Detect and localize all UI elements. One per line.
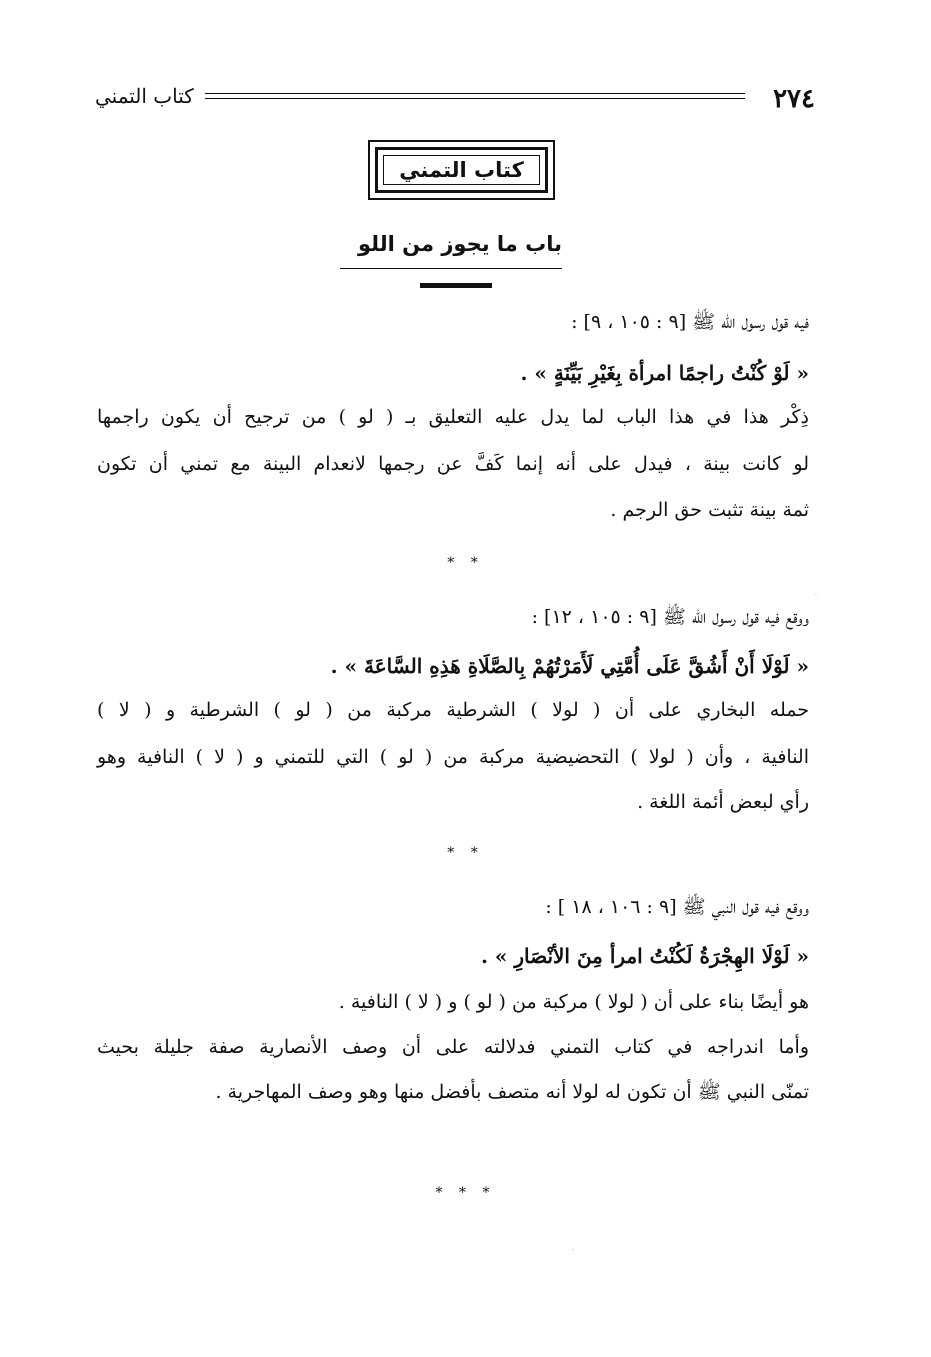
section-intro: ووقع فيه قول النبي ﷺ [٩ : ١٠٦ ، ١٨ ] :	[545, 896, 809, 918]
commentary-line: حمله البخاري على أن ( لولا ) الشرطية مركبة من ( لو ) الشرطية و ( لا )	[97, 699, 809, 721]
book-title: كتاب التمني	[399, 158, 524, 182]
page-number: ٢٧٤	[773, 84, 815, 114]
commentary-line: هو أيضًا بناء على أن ( لولا ) مركبة من ( لو ) و ( لا ) النافية .	[338, 991, 809, 1013]
commentary-line: ذِكْر هذا في هذا الباب لما يدل عليه التعليق بـ ( لو ) من ترجيح أن يكون راجمها	[97, 406, 809, 428]
commentary-line: وأما اندراجه في كتاب التمني فدلالته على أن وصف الأنصارية صفة جليلة بحيث	[97, 1036, 809, 1058]
commentary-line: تمنّى النبي ﷺ أن تكون له لولا أنه متصف بأفضل منها وهو وصف المهاجرية .	[215, 1081, 809, 1103]
commentary-line: النافية ، وأن ( لولا ) التحضيضية مركبة من ( لو ) التي للتمني و ( لا ) النافية وهو	[97, 746, 809, 768]
chapter-ornament-bar	[420, 283, 492, 288]
running-title: كتاب التمني	[95, 84, 194, 108]
header-rule	[205, 93, 745, 99]
section-separator: * *	[447, 555, 484, 571]
scan-speck: ·	[572, 1247, 574, 1254]
scan-speck: ·	[815, 592, 817, 599]
hadith-text: « لَوْلَا الهِجْرَةُ لَكُنْتُ امرأ مِنَ الأنْصَارِ » .	[480, 944, 809, 968]
chapter-underline	[340, 268, 562, 269]
hadith-text: « لَوْ كُنْتُ راجمًا امرأة بِغَيْرِ بَيِّنَةٍ » .	[520, 361, 809, 385]
book-title-frame	[368, 140, 555, 200]
commentary-line: ثمة بينة تثبت حق الرجم .	[610, 499, 809, 521]
section-intro: ووقع فيه قول رسول اللّٰه ﷺ [٩ : ١٠٥ ، ١٢] :	[531, 606, 809, 628]
chapter-heading: باب ما يجوز من اللو	[357, 232, 562, 256]
book-title-frame-core	[383, 155, 540, 185]
running-header	[95, 78, 815, 118]
commentary-line: رأي لبعض أئمة اللغة .	[637, 791, 809, 813]
commentary-line: لو كانت بينة ، فيدل على أنه إنما كَفَّ عن رجمها لانعدام البينة مع تمني أن تكون	[97, 453, 809, 475]
hadith-text: « لَوْلَا أَنْ أَشُقَّ عَلَى أُمَّتِي لَأَمَرْتُهُمْ بِالصَّلَاةِ هَذِهِ السَّاعَةَ » .	[330, 654, 809, 678]
section-intro: فيه قول رسول اللّٰه ﷺ [٩ : ١٠٥ ، ٩] :	[571, 311, 809, 333]
section-separator: * * *	[435, 1185, 496, 1201]
book-title-frame-inner	[375, 147, 548, 193]
section-separator: * *	[447, 845, 484, 861]
